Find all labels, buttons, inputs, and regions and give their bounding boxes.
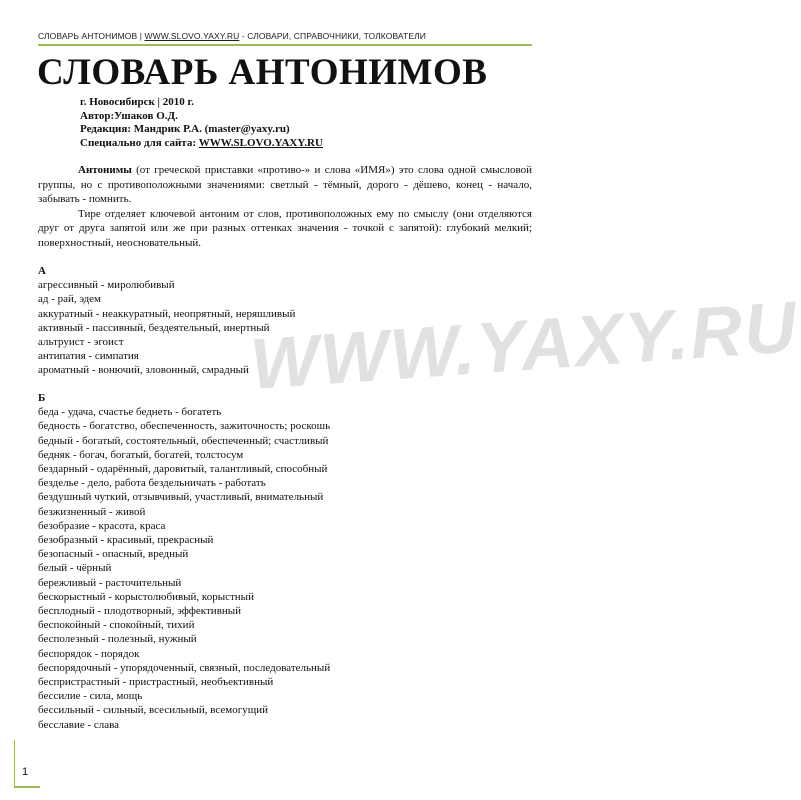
document-meta	[80, 96, 323, 150]
list-item: бездарный - одарённый, даровитый, талантливый, способный	[38, 463, 328, 476]
list-item: антипатия - симпатия	[38, 350, 139, 363]
intro-text	[38, 163, 532, 250]
meta-editor: Редакция: Мандрик Р.А. (master@yaxy.ru)	[80, 123, 290, 135]
section-a	[38, 264, 532, 378]
intro-term: Антонимы	[78, 164, 132, 176]
intro-definition: (от греческой приставки «противо-» и слова «ИМЯ») это слова одной смысловой группы, но с противоположными значениями: светлый - тёмный, дорого - дёшево, конец - начало, забывать - помнить.	[38, 164, 532, 205]
page-title: СЛОВАРЬ АНТОНИМОВ	[37, 52, 488, 93]
intro-paragraph-2: Тире отделяет ключевой антоним от слов, противоположных ему по смыслу (они отделяются друг от друга запятой или же при разных оттенках значения - точкой с запятой): глубокий мелкий; поверхностный, неосновательный.	[38, 207, 532, 249]
yaxy-watermark: WWW.YAXY.RU	[247, 286, 801, 406]
list-item: безделье - дело, работа бездельничать - работать	[38, 477, 266, 490]
header-divider	[38, 44, 532, 46]
page-number: 1	[22, 766, 29, 778]
list-item: безопасный - опасный, вредный	[38, 548, 189, 561]
list-item: альтруист - эгоист	[38, 336, 124, 349]
header-site-link[interactable]: WWW.SLOVO.YAXY.RU	[144, 31, 240, 41]
intro-paragraph-1	[38, 163, 532, 207]
list-item: белый - чёрный	[38, 562, 112, 575]
meta-site-link[interactable]: WWW.SLOVO.YAXY.RU	[198, 136, 323, 149]
list-item: бесплодный - плодотворный, эффективный	[38, 605, 242, 618]
section-letter: Б	[38, 392, 46, 404]
list-item: бережливый - расточительный	[38, 576, 182, 589]
meta-place-year: г. Новосибирск | 2010 г.	[80, 96, 194, 108]
list-item: беда - удача, счастье беднеть - богатеть	[38, 406, 222, 419]
list-item: безобразие - красота, краса	[38, 519, 166, 532]
meta-special-prefix: Специально для сайта:	[80, 136, 199, 149]
list-item: безобразный - красивый, прекрасный	[38, 534, 214, 547]
meta-author: Автор:Ушаков О.Д.	[80, 109, 178, 122]
footer-accent-horizontal	[14, 786, 40, 788]
footer-accent-vertical	[14, 740, 15, 786]
list-item: активный - пассивный, бездеятельный, инертный	[38, 321, 270, 334]
list-item: агрессивный - миролюбивый	[38, 279, 175, 292]
running-header	[38, 31, 426, 41]
list-item: ад - рай, эдем	[38, 293, 102, 306]
list-item: беспристрастный - пристрастный, необъективный	[38, 676, 274, 689]
list-item: бедняк - богач, богатый, богатей, толстосум	[38, 448, 244, 461]
list-item: аккуратный - неаккуратный, неопрятный, неряшливый	[38, 307, 296, 320]
list-item: безжизненный - живой	[38, 505, 146, 518]
list-item: бездушный чуткий, отзывчивый, участливый, внимательный	[38, 491, 324, 504]
header-suffix: - СЛОВАРИ, СПРАВОЧНИКИ, ТОЛКОВАТЕЛИ	[239, 31, 426, 41]
list-item: бесславие - слава	[38, 718, 120, 731]
list-item: бедный - богатый, состоятельный, обеспеченный; счастливый	[38, 434, 329, 447]
section-b	[38, 391, 532, 732]
list-item: бессильный - сильный, всесильный, всемогущий	[38, 704, 269, 717]
meta-special	[80, 137, 323, 151]
list-item: ароматный - вонючий, зловонный, смрадный	[38, 364, 249, 377]
list-item: бескорыстный - корыстолюбивый, корыстный	[38, 590, 254, 603]
list-item: бесполезный - полезный, нужный	[38, 633, 197, 646]
list-item: беспокойный - спокойный, тихий	[38, 619, 195, 632]
list-item: бессилие - сила, мощь	[38, 690, 143, 703]
list-item: беспорядочный - упорядоченный, связный, последовательный	[38, 661, 331, 674]
list-item: беспорядок - порядок	[38, 647, 140, 660]
list-item: бедность - богатство, обеспеченность, зажиточность; роскошь	[38, 420, 331, 433]
section-letter: А	[38, 265, 46, 277]
header-prefix: СЛОВАРЬ АНТОНИМОВ |	[38, 31, 145, 41]
